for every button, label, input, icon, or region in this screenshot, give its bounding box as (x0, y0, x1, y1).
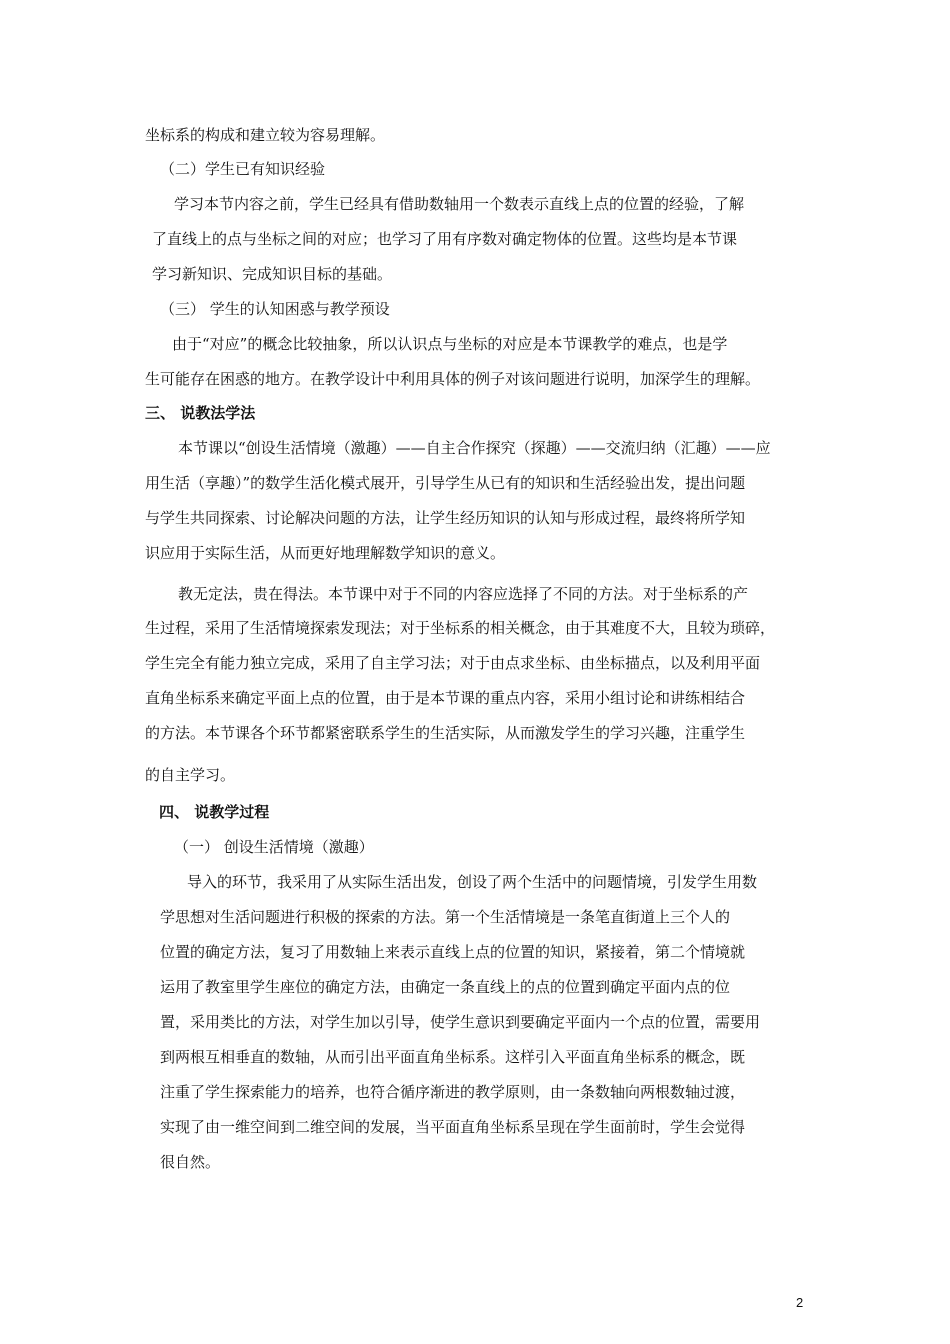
text-line: 了直线上的点与坐标之间的对应；也学习了用有序数对确定物体的位置。这些均是本节课 (152, 230, 738, 248)
text-line: 学习新知识、完成知识目标的基础。 (152, 265, 393, 283)
text-line: 识应用于实际生活，从而更好地理解数学知识的意义。 (145, 544, 506, 562)
text-line: 置，采用类比的方法，对学生加以引导，使学生意识到要确定平面内一个点的位置，需要用 (160, 1013, 761, 1031)
text-line: 与学生共同探索、讨论解决问题的方法，让学生经历知识的认知与形成过程，最终将所学知 (145, 509, 746, 527)
text-line: 位置的确定方法，复习了用数轴上来表示直线上点的位置的知识，紧接着，第二个情境就 (160, 943, 746, 961)
text-line: 运用了教室里学生座位的确定方法，由确定一条直线上的点的位置到确定平面内点的位 (160, 978, 731, 996)
text-line: 的方法。本节课各个环节都紧密联系学生的生活实际，从而激发学生的学习兴趣，注重学生 (145, 724, 746, 742)
text-line: 生可能存在困惑的地方。在教学设计中利用具体的例子对该问题进行说明，加深学生的理解。 (145, 370, 761, 388)
text-line: 到两根互相垂直的数轴，从而引出平面直角坐标系。这样引入平面直角坐标系的概念，既 (160, 1048, 746, 1066)
text-line: 用生活（享趣）”的数学生活化模式展开，引导学生从已有的知识和生活经验出发，提出问题 (145, 474, 746, 492)
text-line: 直角坐标系来确定平面上点的位置，由于是本节课的重点内容，采用小组讨论和讲练相结合 (145, 689, 746, 707)
text-line: 的自主学习。 (145, 766, 236, 784)
text-line: 本节课以“创设生活情境（激趣）——自主合作探究（探趣）——交流归纳（汇趣）——应 (178, 439, 771, 457)
text-line: 导入的环节，我采用了从实际生活出发，创设了两个生活中的问题情境，引发学生用数 (187, 873, 758, 891)
section-heading: 三、 说教法学法 (145, 404, 256, 422)
text-line: 坐标系的构成和建立较为容易理解。 (145, 126, 386, 144)
text-line: 生过程，采用了生活情境探索发现法；对于坐标系的相关概念，由于其难度不大，且较为琐碎， (145, 619, 776, 637)
text-line: 学生完全有能力独立完成，采用了自主学习法；对于由点求坐标、由坐标描点，以及利用平面 (145, 654, 761, 672)
subheading: （二）学生已有知识经验 (160, 160, 326, 178)
section-heading: 四、 说教学过程 (159, 803, 270, 821)
text-line: 很自然。 (160, 1153, 221, 1171)
subheading: （一） 创设生活情境（激趣） (174, 838, 374, 856)
text-line: 由于“对应”的概念比较抽象，所以认识点与坐标的对应是本节课教学的难点，也是学 (172, 335, 728, 353)
text-line: 学习本节内容之前，学生已经具有借助数轴用一个数表示直线上点的位置的经验，了解 (174, 195, 745, 213)
text-line: 学思想对生活问题进行积极的探索的方法。第一个生活情境是一条笔直街道上三个人的 (160, 908, 731, 926)
text-line: 教无定法，贵在得法。本节课中对于不同的内容应选择了不同的方法。对于坐标系的产 (178, 585, 749, 603)
page-number: 2 (796, 1295, 804, 1310)
text-line: 注重了学生探索能力的培养，也符合循序渐进的教学原则，由一条数轴向两根数轴过渡， (160, 1083, 746, 1101)
text-line: 实现了由一维空间到二维空间的发展，当平面直角坐标系呈现在学生面前时，学生会觉得 (160, 1118, 746, 1136)
subheading: （三） 学生的认知困惑与教学预设 (160, 300, 390, 318)
